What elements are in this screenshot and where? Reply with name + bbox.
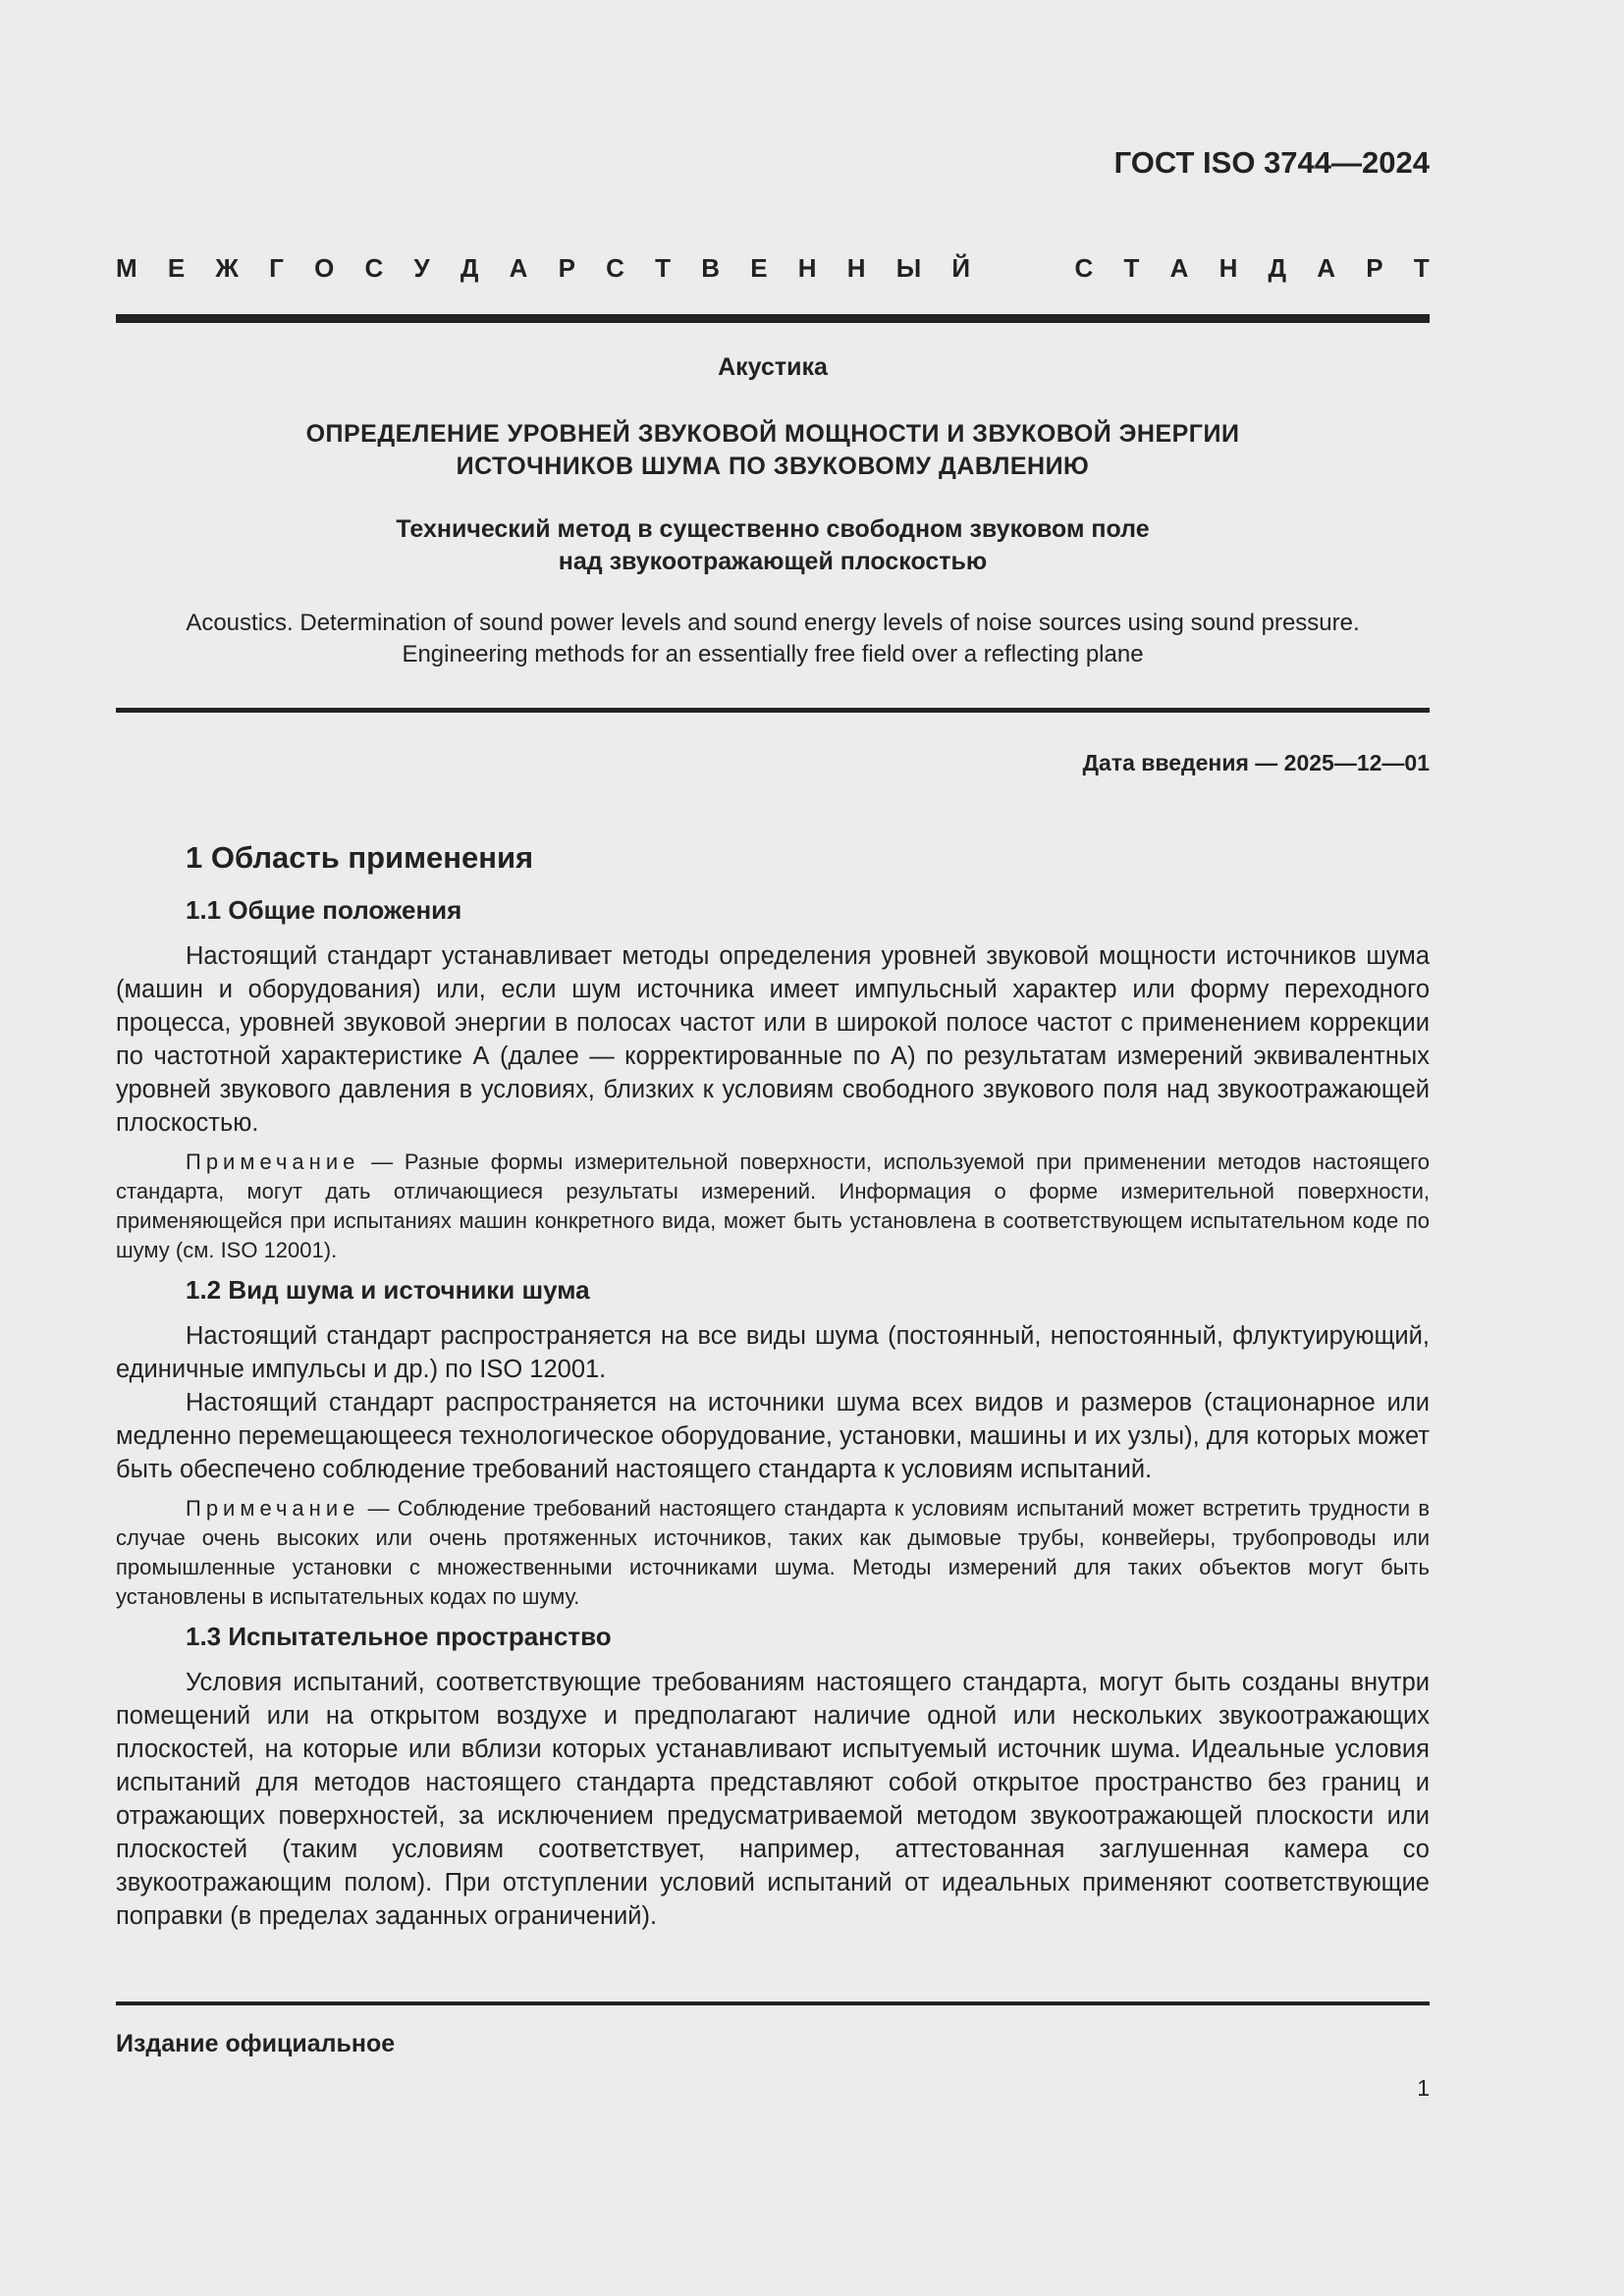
banner-letter: Е xyxy=(167,253,186,283)
note-paragraph xyxy=(116,1148,1430,1265)
subtitle-line: Технический метод в существенно свободном звуковом поле xyxy=(396,515,1150,543)
interstate-standard-banner xyxy=(116,253,1430,284)
official-edition-label: Издание официальное xyxy=(116,2030,396,2057)
footer-rule xyxy=(116,2002,1430,2005)
banner-letter: Н xyxy=(846,253,866,283)
document-body xyxy=(116,840,1430,1933)
banner-letter: А xyxy=(1317,253,1336,283)
document-subtitle xyxy=(116,513,1430,578)
section-heading: 1 Область применения xyxy=(186,840,534,875)
banner-letter: Р xyxy=(558,253,575,283)
banner-letter: Н xyxy=(1218,253,1238,283)
english-title xyxy=(116,608,1430,670)
header-rule xyxy=(116,314,1430,323)
banner-letter: Г xyxy=(269,253,284,283)
banner-letter: А xyxy=(509,253,528,283)
note-label: Примечание xyxy=(186,1149,360,1174)
banner-letter: С xyxy=(1074,253,1094,283)
banner-letter: О xyxy=(314,253,335,283)
banner-letter: Д xyxy=(460,253,479,283)
banner-letter: Ж xyxy=(215,253,239,283)
banner-letter: Ы xyxy=(895,253,922,283)
note-text: — Разные формы измерительной поверхности, используемой при применении методов настоящего стандарта, могут дать отличающиеся результаты измерений. Информация о форме измерительной поверхности, применяющейся при испытаниях машин конкретного вида, может быть установлена в соответствующем испытательном коде по шуму (см. ISO 12001). xyxy=(116,1149,1430,1262)
banner-letter: Т xyxy=(655,253,672,283)
banner-letter: У xyxy=(413,253,430,283)
banner-letter: Д xyxy=(1268,253,1287,283)
subsection-heading: 1.2 Вид шума и источники шума xyxy=(186,1275,590,1305)
page-number: 1 xyxy=(1417,2075,1430,2101)
banner-letter: С xyxy=(606,253,624,283)
note-paragraph xyxy=(116,1494,1430,1612)
subject-heading: Акустика xyxy=(718,353,828,381)
title-line: ИСТОЧНИКОВ ШУМА ПО ЗВУКОВОМУ ДАВЛЕНИЮ xyxy=(456,453,1090,480)
body-paragraph: Условия испытаний, соответствующие требованиям настоящего стандарта, могут быть созданы внутри помещений или на открытом воздухе и предполагают наличие одной или нескольких звукоотражающих плоскостей, на которые или вблизи которых устанавливают испытуемый источник шума. Идеальные условия испытаний для методов настоящего стандарта представляют собой открытое пространство без границ и отражающих поверхностей, за исключением предусматриваемой методом звукоотражающей плоскости или плоскостей (таким условиям соответствует, например, аттестованная заглушенная камера со звукоотражающим полом). При отступлении условий испытаний от идеальных применяют соответствующие поправки (в пределах заданных ограничений). xyxy=(116,1669,1430,1930)
banner-letter: А xyxy=(1169,253,1189,283)
banner-letter: Т xyxy=(1413,253,1430,283)
introduction-date: Дата введения — 2025—12—01 xyxy=(1082,750,1430,775)
banner-letter: Е xyxy=(750,253,768,283)
note-text: — Соблюдение требований настоящего стандарта к условиям испытаний может встретить трудности в случае очень высоких или очень протяженных источников, таких как дымовые трубы, конвейеры, трубопроводы или промышленные установки с множественными источниками шума. Методы измерений для таких объектов могут быть установлены в испытательных кодах по шуму. xyxy=(116,1496,1430,1609)
banner-letter: В xyxy=(701,253,721,283)
english-title-line: Acoustics. Determination of sound power levels and sound energy levels of noise sources using sound pressure. xyxy=(186,610,1360,636)
banner-word-gap xyxy=(1001,253,1044,284)
banner-letter: Н xyxy=(797,253,817,283)
document-title xyxy=(116,418,1430,483)
body-paragraph: Настоящий стандарт распространяется на все виды шума (постоянный, непостоянный, флуктуирующий, единичные импульсы и др.) по ISO 12001. xyxy=(116,1322,1430,1383)
banner-letter: С xyxy=(364,253,384,283)
subsection-heading: 1.1 Общие положения xyxy=(186,895,462,925)
subsection-heading: 1.3 Испытательное пространство xyxy=(186,1622,612,1651)
body-paragraph: Настоящий стандарт распространяется на источники шума всех видов и размеров (стационарное или медленно перемещающееся технологическое оборудование, установки, машины и их узлы), для которых может быть обеспечено соблюдение требований настоящего стандарта к условиям испытаний. xyxy=(116,1389,1430,1483)
banner-letter: М xyxy=(116,253,137,283)
standard-number: ГОСТ ISO 3744—2024 xyxy=(1113,145,1430,180)
body-paragraph: Настоящий стандарт устанавливает методы определения уровней звуковой мощности источников шума (машин и оборудования) или, если шум источника имеет импульсный характер или форму переходного процесса, уровней звуковой энергии в полосах частот или в широкой полосе частот с применением коррекции по частотной характеристике А (далее — корректированные по А) по результатам измерений эквивалентных уровней звукового давления в условиях, близких к условиям свободного звукового поля над звукоотражающей плоскостью. xyxy=(116,942,1430,1137)
title-block-rule xyxy=(116,708,1430,713)
banner-letter: Т xyxy=(1123,253,1140,283)
note-label: Примечание xyxy=(186,1496,360,1521)
title-line: ОПРЕДЕЛЕНИЕ УРОВНЕЙ ЗВУКОВОЙ МОЩНОСТИ И ЗВУКОВОЙ ЭНЕРГИИ xyxy=(305,420,1240,448)
banner-letter: Р xyxy=(1366,253,1383,283)
english-title-line: Engineering methods for an essentially free field over a reflecting plane xyxy=(402,641,1144,667)
banner-letter: Й xyxy=(951,253,971,283)
subtitle-line: над звукоотражающей плоскостью xyxy=(558,548,988,575)
